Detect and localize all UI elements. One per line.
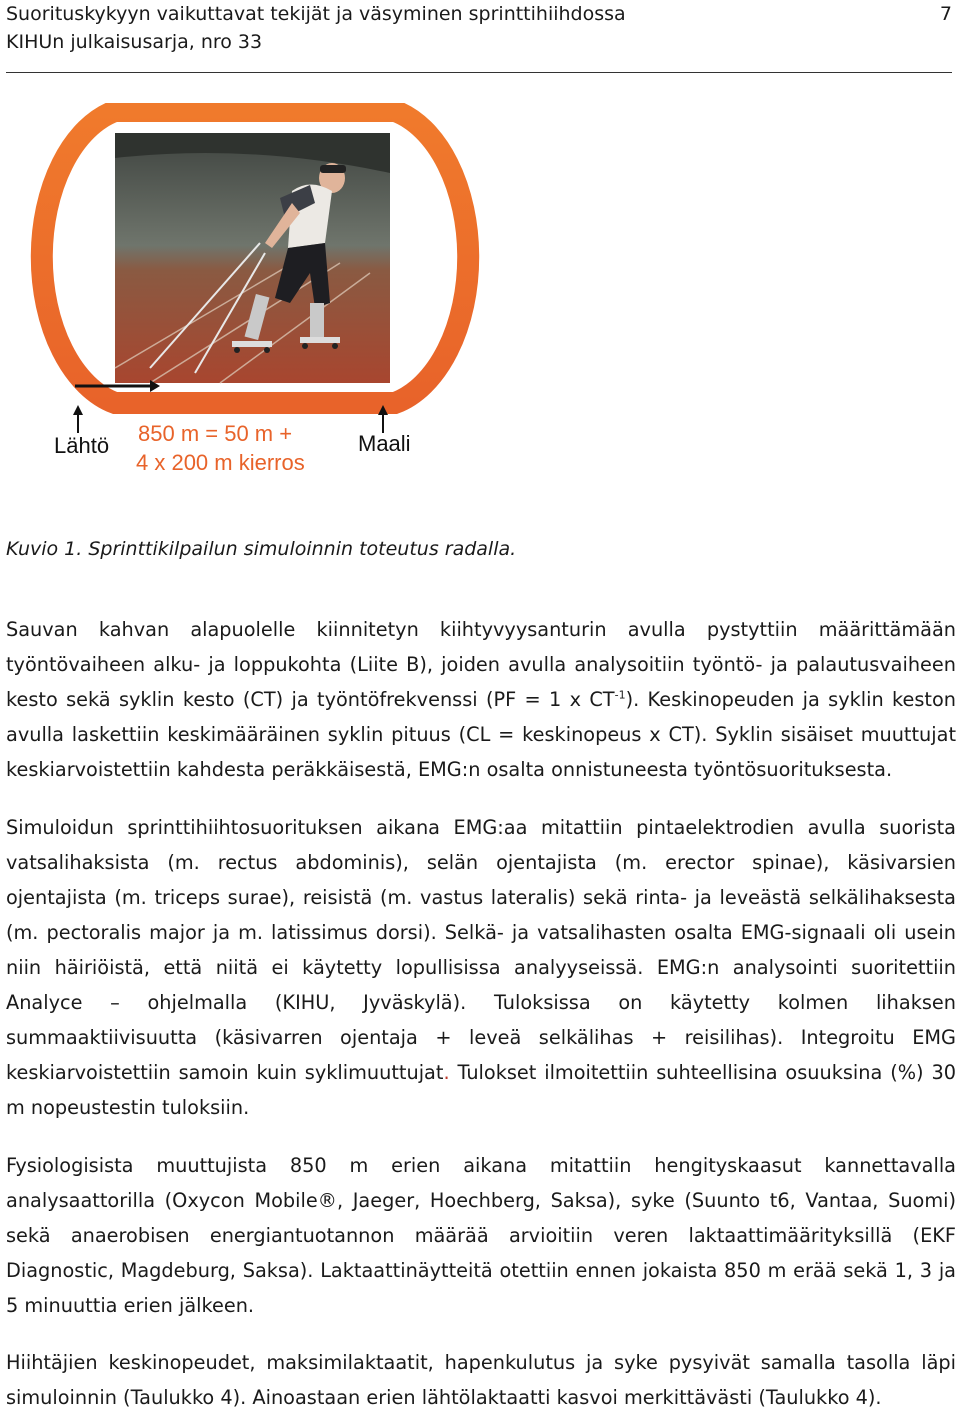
start-label: Lähtö <box>54 433 110 458</box>
paragraph-2-text-b: Tulokset ilmoitettiin suhteellisina osuuksina (%) 30 m nopeustestin tuloksiin. <box>6 1061 956 1119</box>
figure-caption: Kuvio 1. Sprinttikilpailun simuloinnin toteutus radalla. <box>6 538 517 560</box>
finish-label: Maali <box>358 431 411 456</box>
track-figure <box>10 103 493 488</box>
paragraph-2 <box>6 810 956 1125</box>
paragraph-1-text-b: ). Keskinopeuden ja syklin keston avulla laskettiin keskimääräinen syklin pituus (CL = keskinopeus x CT). Syklin sisäiset muuttujat keskiarvoistettiin kahdesta peräkkäisestä, EMG:n osalta onnistuneesta työntösuorituksesta. <box>6 688 956 781</box>
page-number: 7 <box>939 3 952 25</box>
paragraph-1 <box>6 612 956 787</box>
paragraph-3: Fysiologisista muuttujista 850 m erien aikana mitattiin hengityskaasut kannettavalla analysaattorilla (Oxycon Mobile®, Jaeger, Hoechberg, Saksa), syke (Suunto t6, Vantaa, Suomi) sekä anaerobisen energiantuotannon määrää arvioitiin veren laktaattimäärityksillä (EKF Diagnostic, Magdeburg, Saksa). Laktaattinäytteitä otettiin ennen jokaista 850 m erää sekä 1, 3 ja 5 minuuttia erien jälkeen. <box>6 1154 956 1317</box>
header-title: Suorituskykyyn vaikuttavat tekijät ja väsyminen sprinttihiihdossa <box>6 3 626 25</box>
paragraph-4: Hiihtäjien keskinopeudet, maksimilaktaatit, hapenkulutus ja syke pysyivät samalla tasolla läpi simuloinnin (Taulukko 4). Ainoastaan erien lähtölaktaatti kasvoi merkittävästi (Taulukko 4). <box>6 1351 956 1409</box>
paragraph-2-text-a: Simuloidun sprinttihiihtosuorituksen aikana EMG:aa mitattiin pintaelektrodien avulla suorista vatsalihaksista (m. rectus abdominis), selän ojentajista (m. erector spinae), käsivarsien ojentajista (m. triceps surae), reisistä (m. vastus lateralis) sekä rinta- ja leveästä selkälihaksesta (m. pectoralis major ja m. latissimus dorsi). Selkä- ja vatsalihasten osalta EMG-signaali oli usein niin häiriöistä, että niitä ei käytetty lopullisissa analyyseissä. EMG:n analysointi suoritettiin Analyce – ohjelmalla (KIHU, Jyväskylä). Tuloksissa on käytetty kolmen lihaksen summaaktiivisuutta (käsivarren ojentaja + leveä selkälihas + reisilihas). Integroitu EMG keskiarvoistettiin samoin kuin syklimuuttujat <box>6 816 956 1084</box>
header-rule <box>6 72 952 73</box>
superscript-minus-one: -1 <box>614 688 626 702</box>
paragraph-2-red-period: . <box>443 1061 450 1084</box>
header-series: KIHUn julkaisusarja, nro 33 <box>6 31 263 53</box>
paragraph-1-text-a: Sauvan kahvan alapuolelle kiinnitetyn kiihtyvyysanturin avulla pystyttiin määrittämään työntövaiheen alku- ja loppukohta (Liite B), joiden avulla analysoitiin työntö- ja palautusvaiheen kesto sekä syklin kesto (CT) ja työntöfrekvenssi (PF = 1 x CT <box>6 618 956 711</box>
distance-line-2: 4 x 200 m kierros <box>136 450 305 475</box>
track-diagram <box>10 103 493 488</box>
distance-line-1: 850 m = 50 m + <box>138 421 293 446</box>
